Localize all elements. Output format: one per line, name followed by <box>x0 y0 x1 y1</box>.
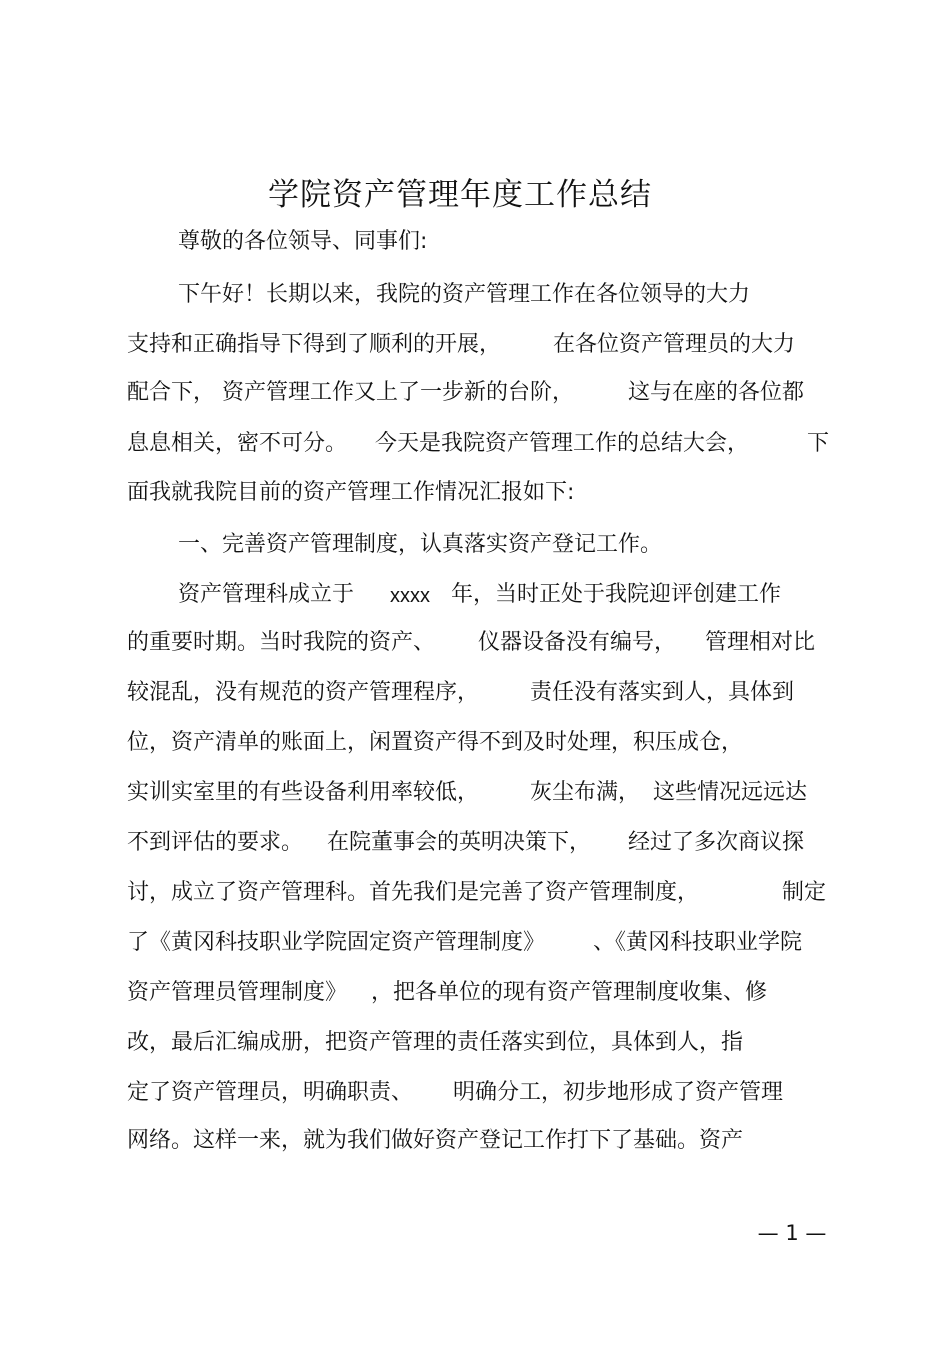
text-segment: 定了资产管理员，明确职责、 <box>127 1080 414 1105</box>
text-segment: 了《黄冈科技职业学院固定资产管理制度》 <box>127 930 546 955</box>
paragraph-2-line-4: 位，资产清单的账面上，闲置资产得不到及时处理，积压成仓， <box>127 730 744 755</box>
text-segment: 支持和正确指导下得到了顺利的开展， <box>127 332 502 357</box>
text-segment: 讨，成立了资产管理科。首先我们是完善了资产管理制度， <box>127 880 700 905</box>
text-segment: 制定 <box>782 880 827 905</box>
text-segment: 明确分工，初步地形成了资产管理 <box>453 1080 784 1105</box>
text-segment: 实训实室里的有些设备利用率较低， <box>127 780 480 805</box>
text-segment: 的重要时期。当时我院的资产、 <box>127 630 436 655</box>
text-segment: 资产管理员管理制度》 <box>127 980 348 1005</box>
text-segment: 灰尘布满， <box>530 780 641 805</box>
text-segment: 这与在座的各位都 <box>628 380 805 405</box>
text-segment: xxxx <box>390 585 430 607</box>
text-segment: 较混乱，没有规范的资产管理程序， <box>127 680 480 705</box>
text-segment: 年，当时正处于我院迎评创建工作 <box>451 582 782 607</box>
text-segment: 仪器设备没有编号， <box>478 630 677 655</box>
paragraph-2-line-12: 网络。这样一来，就为我们做好资产登记工作打下了基础。资产 <box>127 1128 744 1153</box>
greeting: 尊敬的各位领导、同事们: <box>178 229 428 254</box>
paragraph-1-line-1: 下午好！长期以来，我院的资产管理工作在各位领导的大力 <box>178 282 751 307</box>
paragraph-1-line-5: 面我就我院目前的资产管理工作情况汇报如下: <box>127 480 575 505</box>
page-number: — 1 — <box>757 1221 827 1245</box>
text-segment: 、《黄冈科技职业学院 <box>593 930 803 955</box>
text-segment: ，把各单位的现有资产管理制度收集、修 <box>371 980 768 1005</box>
text-segment: 下 <box>807 431 830 456</box>
text-segment: 在院董事会的英明决策下， <box>327 830 592 855</box>
section-1-heading: 一、完善资产管理制度，认真落实资产登记工作。 <box>178 532 663 557</box>
text-segment: 责任没有落实到人，具体到 <box>530 680 795 705</box>
text-segment: 息息相关，密不可分。 <box>127 431 348 456</box>
paragraph-2-line-10: 改，最后汇编成册，把资产管理的责任落实到位，具体到人，指 <box>127 1030 744 1055</box>
text-segment: 管理相对比 <box>705 630 816 655</box>
text-segment: 今天是我院资产管理工作的总结大会， <box>375 431 750 456</box>
text-segment: 经过了多次商议探 <box>628 830 805 855</box>
text-segment: 资产管理科成立于 <box>178 582 355 607</box>
text-segment: 配合下， 资产管理工作又上了一步新的台阶， <box>127 380 574 405</box>
text-segment: 不到评估的要求。 <box>127 830 304 855</box>
document-title: 学院资产管理年度工作总结 <box>268 177 652 213</box>
text-segment: 这些情况远远达 <box>653 780 808 805</box>
text-segment: 在各位资产管理员的大力 <box>553 332 796 357</box>
